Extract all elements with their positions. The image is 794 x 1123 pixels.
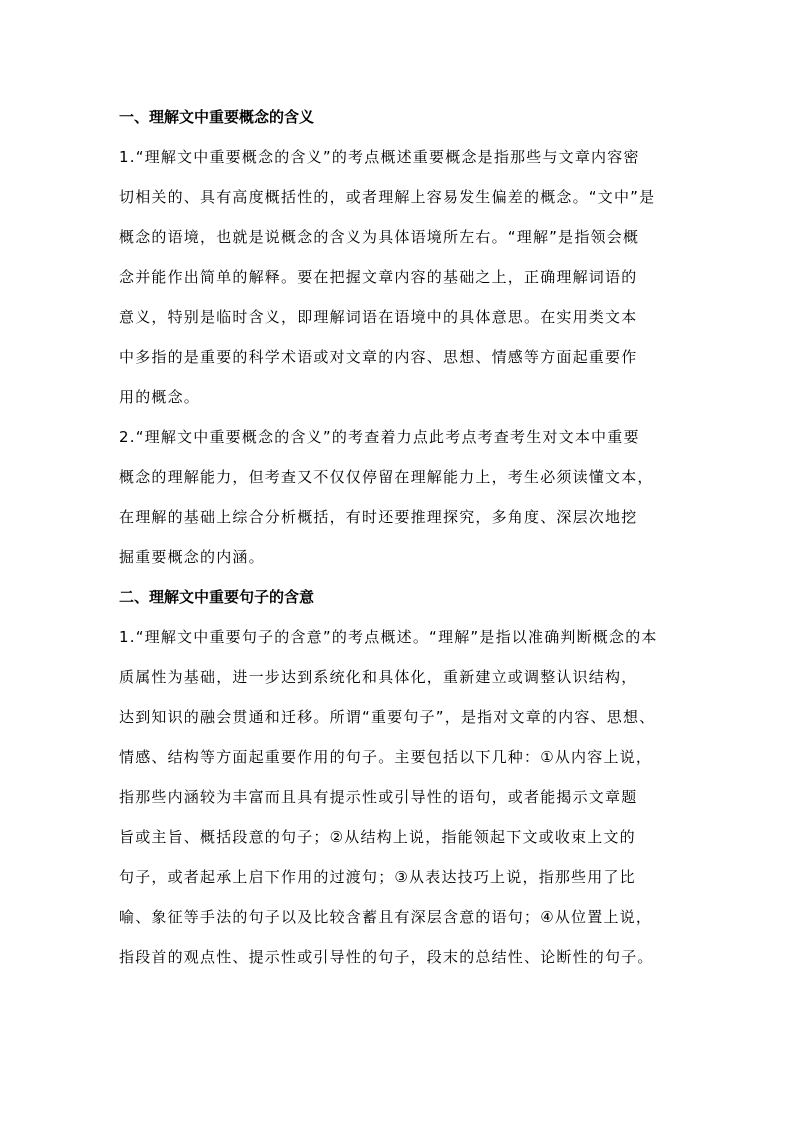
paragraph-line: 在理解的基础上综合分析概括，有时还要推理探究，多角度、深层次地挖 [119,508,638,526]
paragraph-line: 切相关的、具有高度概括性的，或者理解上容易发生偏差的概念。“文中”是 [119,188,656,206]
paragraph-line: 概念的语境，也就是说概念的含义为具体语境所左右。“理解”是指领会概 [119,228,640,246]
paragraph-line: 2.“理解文中重要概念的含义”的考查着力点此考点考查考生对文本中重要 [119,428,640,446]
paragraph-line: 1.“理解文中重要概念的含义”的考点概述重要概念是指那些与文章内容密 [119,148,640,166]
section-1-paragraph-1 [119,143,679,411]
paragraph-line: 用的概念。 [119,388,201,406]
paragraph-line: 指那些内涵较为丰富而且具有提示性或引导性的语句，或者能揭示文章题 [119,788,638,806]
section-heading-1: 一、理解文中重要概念的含义 [119,108,315,126]
paragraph-line: 旨或主旨、概括段意的句子；②从结构上说，指能领起下文或收束上文的 [119,828,636,846]
paragraph-line: 达到知识的融会贯通和迁移。所谓“重要句子”，是指对文章的内容、思想、 [119,708,656,726]
paragraph-line: 质属性为基础，进一步达到系统化和具体化，重新建立或调整认识结构， [119,668,638,686]
paragraph-line: 情感、结构等方面起重要作用的句子。主要包括以下几种：①从内容上说， [119,748,653,766]
paragraph-line: 句子，或者起承上启下作用的过渡句；③从表达技巧上说，指那些用了比 [119,868,636,886]
section-2-paragraph-1 [119,623,679,971]
paragraph-line: 概念的理解能力，但考查又不仅仅停留在理解能力上，考生必须读懂文本， [119,468,654,486]
paragraph-line: 念并能作出简单的解释。要在把握文章内容的基础之上，正确理解词语的 [119,268,638,286]
section-1-paragraph-2 [119,423,679,571]
paragraph-line: 中多指的是重要的科学术语或对文章的内容、思想、情感等方面起重要作 [119,348,638,366]
paragraph-line: 意义，特别是临时含义，即理解词语在语境中的具体意思。在实用类文本 [119,308,638,326]
paragraph-line: 掘重要概念的内涵。 [119,548,265,566]
paragraph-line: 喻、象征等手法的句子以及比较含蓄且有深层含意的语句；④从位置上说， [119,908,653,926]
document-body [119,103,679,983]
section-heading-2: 二、理解文中重要句子的含意 [119,588,315,606]
paragraph-line: 1.“理解文中重要句子的含意”的考点概述。“理解”是指以准确判断概念的本 [119,628,658,646]
paragraph-line: 指段首的观点性、提示性或引导性的句子，段末的总结性、论断性的句子。 [119,948,654,966]
